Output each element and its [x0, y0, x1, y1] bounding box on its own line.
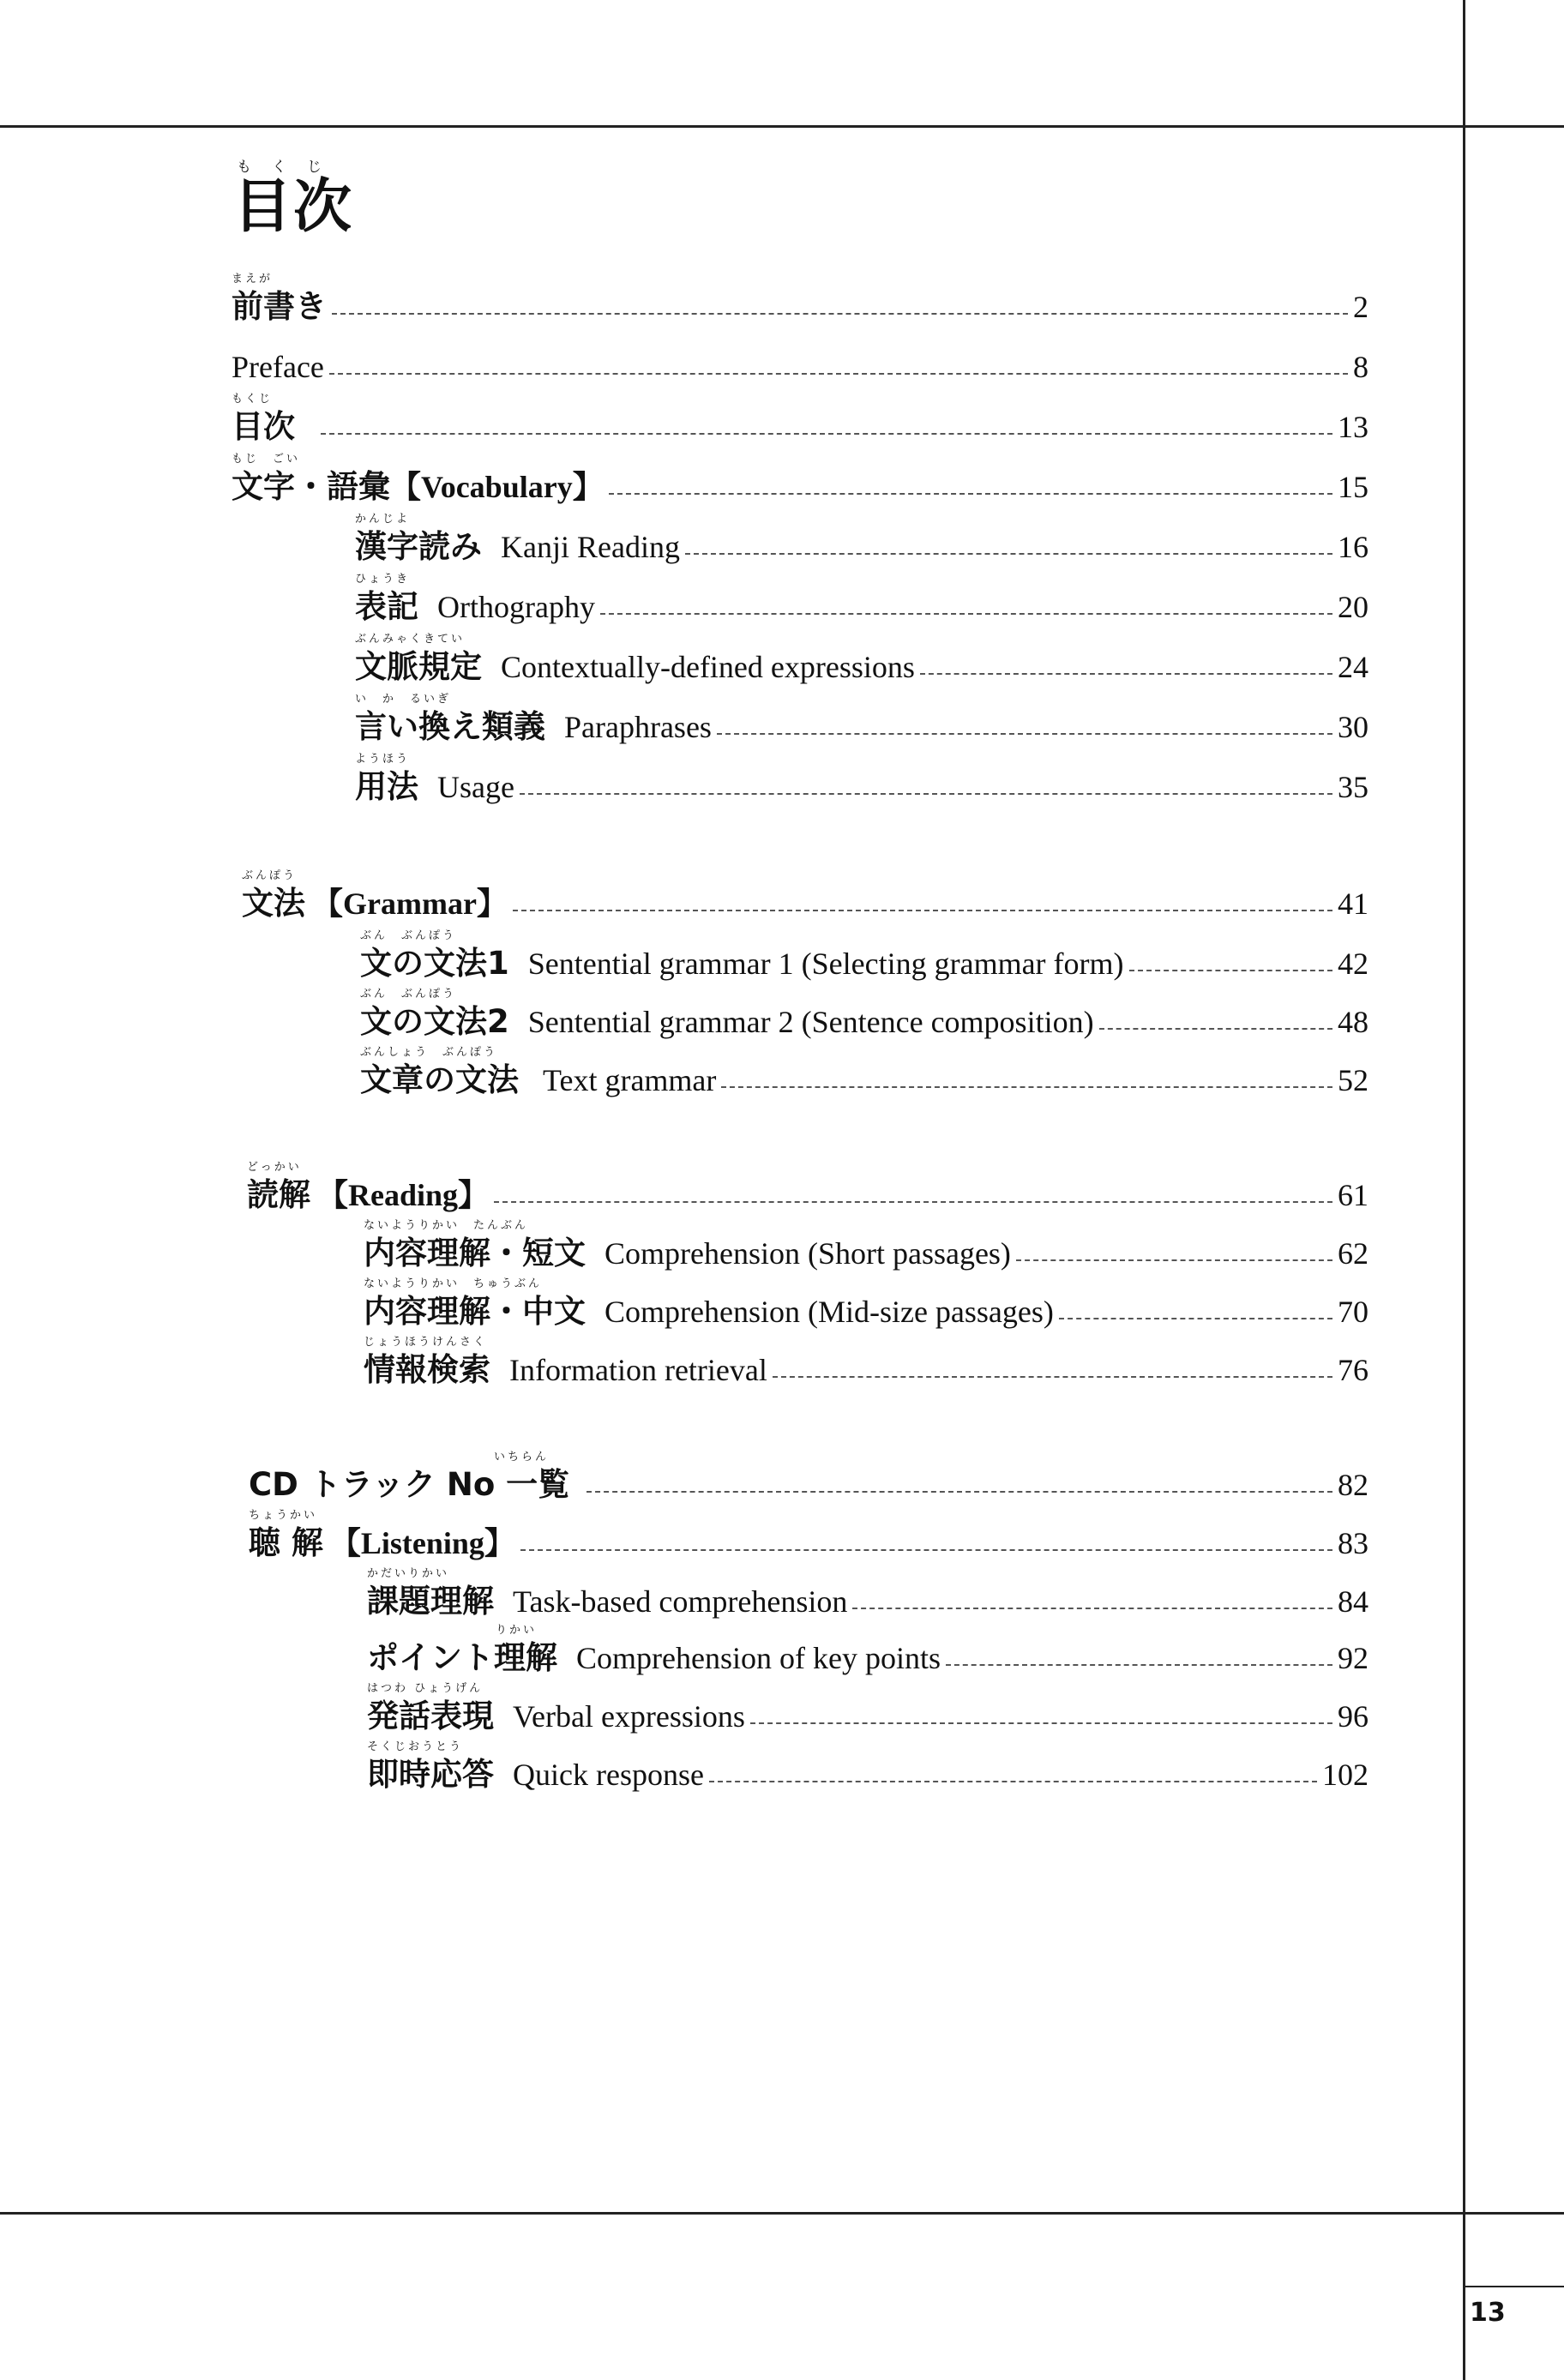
entry-title-en: 【Grammar】	[312, 886, 508, 921]
entry-page: 24	[1338, 650, 1368, 684]
entry-title-jp: ひょうき 表記	[355, 573, 418, 625]
page-number: 13	[1470, 2298, 1506, 2328]
toc-entry[interactable]	[232, 451, 1368, 505]
leader-dots	[1016, 1259, 1332, 1261]
bottom-rule	[0, 2212, 1564, 2215]
entry-page: 62	[1338, 1236, 1368, 1271]
entry-title-jp: ぶん ぶんぽう 文の文法1	[360, 929, 509, 982]
leader-dots	[332, 313, 1348, 315]
entry-page: 52	[1338, 1063, 1368, 1097]
entry-title-en: Task-based comprehension	[513, 1584, 848, 1619]
toc-entry[interactable]	[360, 1044, 1368, 1096]
entry-page: 16	[1338, 530, 1368, 564]
page-title-ruby: もくじ	[237, 159, 342, 175]
toc-entry[interactable]	[355, 631, 1368, 685]
leader-dots	[920, 673, 1332, 675]
entry-title-jp: もじ ごい 文字・語彙	[232, 453, 390, 505]
page-title-text: 目次	[233, 174, 354, 239]
entry-title-jp: い か るいぎ 言い換え類義	[355, 693, 545, 745]
entry-title-jp: ないようりかい たんぶん 内容理解・短文	[364, 1219, 586, 1271]
entry-page: 96	[1338, 1699, 1368, 1734]
entry-title-en: Verbal expressions	[513, 1699, 745, 1734]
entry-title-jp: ぶん ぶんぽう 文の文法2	[360, 988, 509, 1040]
entry-page: 41	[1338, 886, 1368, 921]
entry-title-jp: ぶんしょう ぶんぽう 文章の文法	[360, 1046, 519, 1098]
leader-dots	[494, 1201, 1332, 1203]
leader-dots	[773, 1376, 1332, 1378]
toc-entry[interactable]	[232, 331, 1368, 382]
leader-dots	[329, 373, 1348, 375]
entry-title-en: Sentential grammar 2 (Sentence composition)	[527, 1005, 1094, 1039]
leader-dots	[685, 553, 1332, 555]
leader-dots	[717, 733, 1332, 735]
entry-page: 42	[1338, 947, 1368, 981]
toc-entry[interactable]	[364, 1276, 1368, 1330]
toc-entry[interactable]	[355, 571, 1368, 625]
entry-title-en: Sentential grammar 1 (Selecting grammar form)	[527, 947, 1124, 981]
toc-entry[interactable]	[367, 1566, 1368, 1620]
entry-title-en: Quick response	[513, 1758, 704, 1792]
toc-entry[interactable]	[355, 511, 1368, 565]
right-rule	[1463, 0, 1465, 2380]
entry-title-en: Comprehension (Mid-size passages)	[605, 1295, 1054, 1329]
toc-entry[interactable]	[360, 928, 1368, 982]
toc-entry[interactable]	[249, 1507, 1368, 1559]
leader-dots	[852, 1608, 1332, 1609]
toc-entry[interactable]	[364, 1334, 1368, 1388]
entry-title-jp: どっかい 読解	[247, 1161, 310, 1213]
entry-page: 61	[1338, 1178, 1368, 1212]
entry-title-jp: いちらん CD トラック No 一覧	[249, 1451, 570, 1503]
entry-title-en: Usage	[437, 770, 514, 804]
entry-title-en: Preface	[232, 350, 324, 384]
entry-title-jp: じょうほうけんさく 情報検索	[364, 1336, 490, 1388]
entry-page: 83	[1338, 1526, 1368, 1560]
entry-title-jp: ないようりかい ちゅうぶん 内容理解・中文	[364, 1277, 586, 1330]
entry-title-en: 【Vocabulary】	[390, 470, 604, 504]
entry-title-jp: かんじよ 漢字読み	[355, 513, 482, 565]
entry-title-jp: もくじ 目次	[232, 393, 295, 445]
entry-title-en: Kanji Reading	[501, 530, 680, 564]
entry-title-en: Paraphrases	[564, 710, 712, 744]
entry-title-jp: はつわ ひょうげん 発話表現	[367, 1682, 494, 1734]
leader-dots	[513, 910, 1332, 911]
page-title	[233, 154, 354, 239]
entry-page: 48	[1338, 1005, 1368, 1039]
leader-dots	[750, 1722, 1332, 1724]
toc-entry[interactable]	[367, 1622, 1368, 1674]
toc-entry[interactable]	[232, 271, 1368, 325]
entry-page: 2	[1353, 290, 1368, 324]
entry-page: 13	[1338, 410, 1368, 444]
entry-page: 70	[1338, 1295, 1368, 1329]
entry-page: 92	[1338, 1641, 1368, 1675]
toc-entry[interactable]	[355, 751, 1368, 805]
leader-dots	[709, 1781, 1317, 1782]
entry-title-jp: ちょうかい 聴 解	[249, 1509, 323, 1561]
entry-title-en: Orthography	[437, 590, 595, 624]
leader-dots	[1129, 970, 1332, 971]
entry-page: 30	[1338, 710, 1368, 744]
entry-title-en: Comprehension of key points	[576, 1641, 941, 1675]
leader-dots	[1059, 1318, 1332, 1319]
entry-page: 84	[1338, 1584, 1368, 1619]
entry-page: 102	[1322, 1758, 1368, 1792]
entry-title-en: 【Listening】	[329, 1526, 515, 1560]
entry-page: 35	[1338, 770, 1368, 804]
toc-entry[interactable]	[364, 1217, 1368, 1269]
leader-dots	[609, 493, 1332, 495]
toc-entry[interactable]	[249, 1449, 1368, 1503]
entry-title-jp: ぶんぽう 文法	[242, 869, 305, 922]
entry-title-jp: ぶんみゃくきてい 文脈規定	[355, 633, 482, 685]
top-rule	[0, 125, 1564, 128]
entry-page: 8	[1353, 350, 1368, 384]
entry-title-en: 【Reading】	[317, 1178, 490, 1212]
toc-entry[interactable]	[360, 986, 1368, 1040]
page-number-box-rule	[1463, 2286, 1564, 2287]
toc-entry[interactable]	[355, 691, 1368, 745]
leader-dots	[946, 1664, 1332, 1666]
toc-entry[interactable]	[367, 1739, 1368, 1793]
entry-title-en: Comprehension (Short passages)	[605, 1236, 1011, 1271]
leader-dots	[520, 793, 1332, 795]
entry-title-jp: ようほう 用法	[355, 753, 418, 805]
entry-title-en: Contextually-defined expressions	[501, 650, 915, 684]
entry-title-jp: まえが 前書き	[232, 273, 327, 325]
entry-page: 20	[1338, 590, 1368, 624]
entry-title-en: Information retrieval	[509, 1353, 767, 1387]
toc-entry[interactable]	[247, 1159, 1368, 1211]
toc-entry[interactable]	[367, 1680, 1368, 1732]
leader-dots	[1099, 1028, 1332, 1030]
leader-dots	[586, 1491, 1332, 1493]
toc-entry[interactable]	[232, 391, 1368, 445]
entry-title-jp: りかい ポイント理解	[367, 1624, 557, 1676]
entry-page: 82	[1338, 1468, 1368, 1502]
leader-dots	[721, 1086, 1332, 1088]
toc-entry[interactable]	[242, 868, 1368, 922]
leader-dots	[520, 1549, 1332, 1551]
leader-dots	[321, 433, 1332, 435]
entry-title-en: Text grammar	[543, 1063, 717, 1097]
entry-page: 15	[1338, 470, 1368, 504]
leader-dots	[600, 613, 1332, 615]
entry-title-jp: そくじおうとう 即時応答	[367, 1740, 494, 1793]
entry-page: 76	[1338, 1353, 1368, 1387]
entry-title-jp: かだいりかい 課題理解	[367, 1567, 494, 1620]
